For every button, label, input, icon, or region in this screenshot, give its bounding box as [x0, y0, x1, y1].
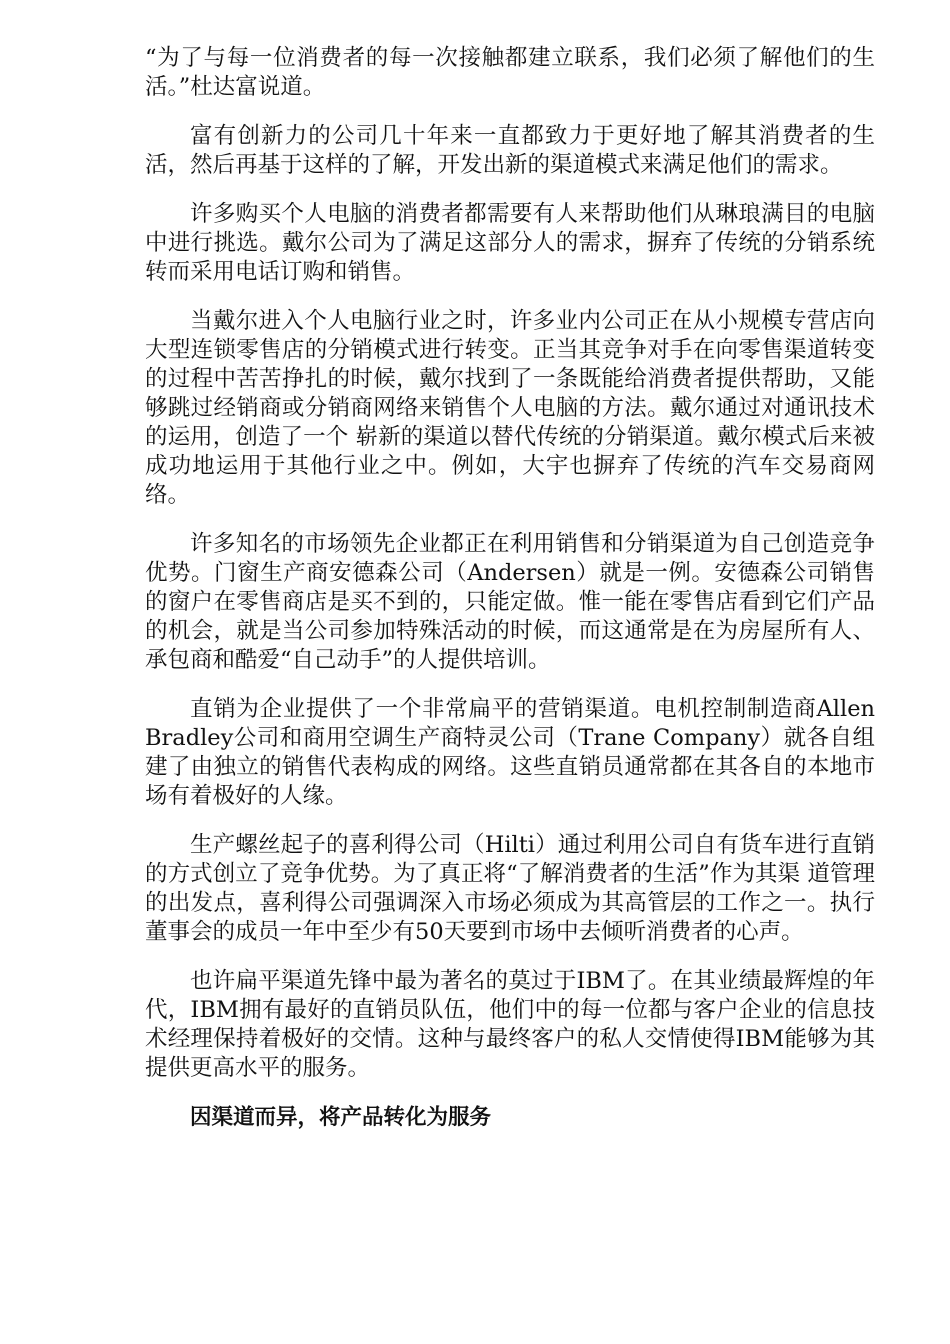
paragraph-dell-entry: 当戴尔进入个人电脑行业之时，许多业内公司正在从小规模专营店向大型连锁零售店的分销模式进行转变。正当其竞争对手在向零售渠道转变的过程中苦苦挣扎的时候，戴尔找到了一条既能给消费者提供帮助，又能够跳过经销商或分销商网络来销售个人电脑的方法。戴尔通过对通讯技术的运用，创造了一个 崭新的渠道以替代传统的分销渠道。戴尔模式后来被成功地运用于其他行业之中。例如，大宇也摒弃了传统的汽车交易商网络。: [145, 308, 875, 508]
paragraph-hilti: 生产螺丝起子的喜利得公司（Hilti）通过利用公司自有货车进行直销的方式创立了竞争优势。为了真正将“了解消费者的生活”作为其渠 道管理的出发点，喜利得公司强调深入市场必须成为其高管层的工作之一。执行董事会的成员一年中至少有50天要到市场中去倾听消费者的心声。: [145, 832, 875, 945]
section-heading: 因渠道而异，将产品转化为服务: [190, 1105, 492, 1130]
paragraph-quote: “为了与每一位消费者的每一次接触都建立联系，我们必须了解他们的生活。”杜达富说道。: [145, 45, 875, 100]
paragraph-dell-needs: 许多购买个人电脑的消费者都需要有人来帮助他们从琳琅满目的电脑中进行挑选。戴尔公司为了满足这部分人的需求，摒弃了传统的分销系统转而采用电话订购和销售。: [145, 201, 875, 285]
paragraph-andersen: 许多知名的市场领先企业都正在利用销售和分销渠道为自己创造竞争优势。门窗生产商安德森公司（Andersen）就是一例。安德森公司销售的窗户在零售商店是买不到的，只能定做。惟一能在零售店看到它们产品的机会，就是当公司参加特殊活动的时候，而这通常是在为房屋所有人、承包商和酷爱“自己动手”的人提供培训。: [145, 531, 875, 673]
paragraph-direct-sales: 直销为企业提供了一个非常扁平的营销渠道。电机控制制造商Allen Bradley公司和商用空调生产商特灵公司（Trane Company）就各自组建了由独立的销售代表构成的网络。这些直销员通常都在其各自的本地市场有着极好的人缘。: [145, 696, 875, 809]
document-page: [145, 44, 875, 1132]
paragraph-innovation: 富有创新力的公司几十年来一直都致力于更好地了解其消费者的生活，然后再基于这样的了解，开发出新的渠道模式来满足他们的需求。: [145, 123, 875, 178]
paragraph-ibm: 也许扁平渠道先锋中最为著名的莫过于IBM了。在其业绩最辉煌的年代，IBM拥有最好的直销员队伍，他们中的每一位都与客户企业的信息技术经理保持着极好的交情。这种与最终客户的私人交情使得IBM能够为其提供更高水平的服务。: [145, 968, 875, 1081]
